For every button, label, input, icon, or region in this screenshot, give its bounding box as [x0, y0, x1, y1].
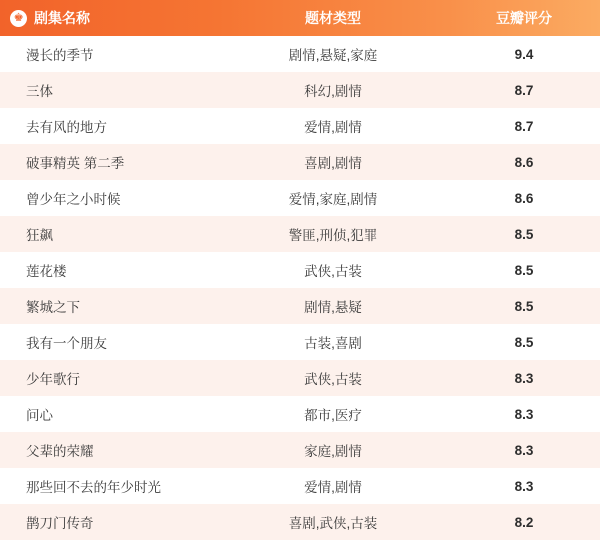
cell-name: 狂飙 [0, 216, 218, 252]
cell-name: 破事精英 第二季 [0, 144, 218, 180]
cell-genre: 科幻,剧情 [218, 72, 448, 108]
cell-score: 8.5 [448, 324, 600, 360]
cell-genre: 家庭,剧情 [218, 432, 448, 468]
table-header [0, 0, 600, 36]
table-row [0, 288, 600, 324]
table-row [0, 36, 600, 72]
table-row [0, 396, 600, 432]
table-row [0, 216, 600, 252]
cell-name: 父辈的荣耀 [0, 432, 218, 468]
cell-name: 莲花楼 [0, 252, 218, 288]
column-header-genre-label: 题材类型 [305, 10, 361, 26]
cell-genre: 爱情,剧情 [218, 468, 448, 504]
cell-genre: 武侠,古装 [218, 360, 448, 396]
table-row [0, 108, 600, 144]
column-header-name-label: 剧集名称 [34, 10, 90, 26]
cell-genre: 爱情,家庭,剧情 [218, 180, 448, 216]
column-header-score [448, 0, 600, 36]
cell-score: 8.2 [448, 504, 600, 540]
cell-name: 去有风的地方 [0, 108, 218, 144]
cell-genre: 剧情,悬疑 [218, 288, 448, 324]
cell-score: 8.3 [448, 468, 600, 504]
cell-genre: 古装,喜剧 [218, 324, 448, 360]
cell-genre: 武侠,古装 [218, 252, 448, 288]
cell-score: 9.4 [448, 36, 600, 72]
cell-score: 8.3 [448, 432, 600, 468]
table-body [0, 36, 600, 540]
crown-icon: ♚ [10, 10, 27, 27]
cell-name: 繁城之下 [0, 288, 218, 324]
table-row [0, 324, 600, 360]
table-row [0, 504, 600, 540]
cell-name: 我有一个朋友 [0, 324, 218, 360]
cell-score: 8.6 [448, 144, 600, 180]
cell-name: 三体 [0, 72, 218, 108]
column-header-name [0, 0, 218, 36]
cell-score: 8.5 [448, 216, 600, 252]
cell-genre: 喜剧,武侠,古装 [218, 504, 448, 540]
table-row [0, 144, 600, 180]
table-row [0, 180, 600, 216]
cell-name: 问心 [0, 396, 218, 432]
cell-score: 8.3 [448, 396, 600, 432]
cell-name: 漫长的季节 [0, 36, 218, 72]
cell-score: 8.6 [448, 180, 600, 216]
cell-genre: 警匪,刑侦,犯罪 [218, 216, 448, 252]
table-row [0, 432, 600, 468]
cell-score: 8.7 [448, 108, 600, 144]
cell-genre: 喜剧,剧情 [218, 144, 448, 180]
cell-score: 8.5 [448, 288, 600, 324]
cell-score: 8.3 [448, 360, 600, 396]
cell-genre: 剧情,悬疑,家庭 [218, 36, 448, 72]
cell-name: 那些回不去的年少时光 [0, 468, 218, 504]
table-row [0, 72, 600, 108]
cell-genre: 爱情,剧情 [218, 108, 448, 144]
column-header-score-label: 豆瓣评分 [496, 10, 552, 26]
cell-score: 8.7 [448, 72, 600, 108]
cell-genre: 都市,医疗 [218, 396, 448, 432]
column-header-genre [218, 0, 448, 36]
cell-score: 8.5 [448, 252, 600, 288]
cell-name: 鹊刀门传奇 [0, 504, 218, 540]
table-row [0, 252, 600, 288]
cell-name: 曾少年之小时候 [0, 180, 218, 216]
table-row [0, 468, 600, 504]
cell-name: 少年歌行 [0, 360, 218, 396]
table-header-row [0, 0, 600, 36]
table-row [0, 360, 600, 396]
